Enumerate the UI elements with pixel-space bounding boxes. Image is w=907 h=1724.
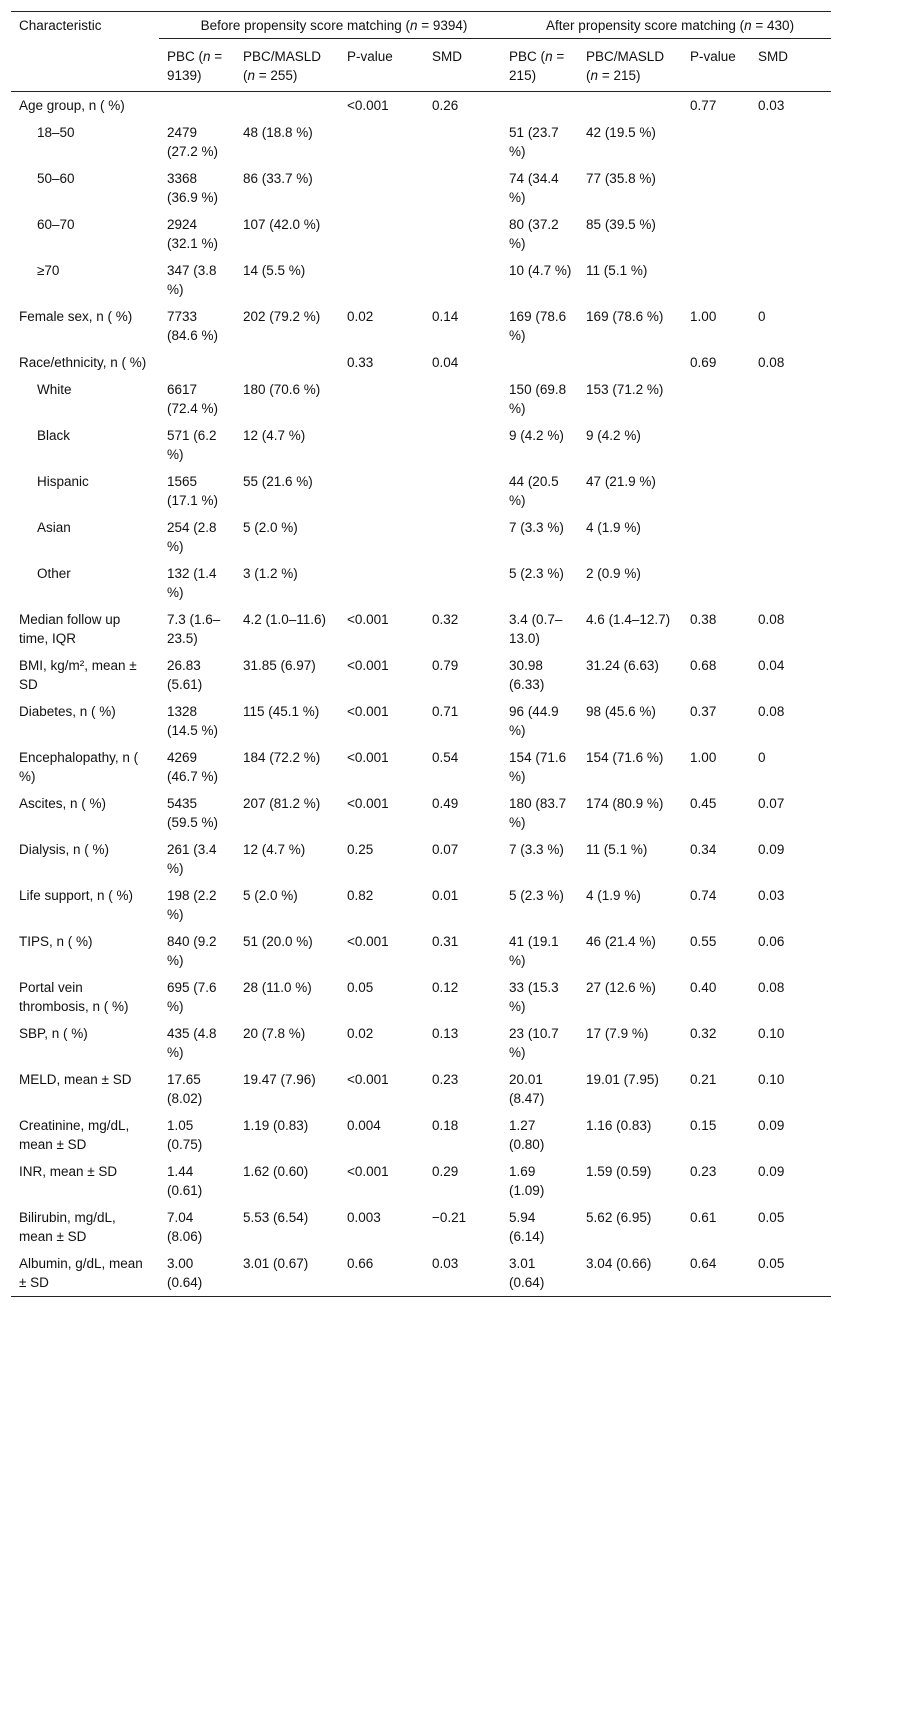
- cell-b-masld: 180 (70.6 %): [243, 382, 321, 397]
- cell-a-pbc: 74 (34.4 %): [509, 171, 559, 205]
- cell-b-smd: 0.07: [432, 842, 459, 857]
- cell-a-pbc: 9 (4.2 %): [509, 428, 564, 443]
- table-row: [11, 92, 831, 120]
- cell-b-pbc: [159, 92, 235, 120]
- cell-a-smd: 0.10: [758, 1026, 785, 1041]
- cell-a-pbc: 5 (2.3 %): [509, 888, 564, 903]
- row-label: ≥70: [37, 263, 60, 278]
- row-label: White: [37, 382, 72, 397]
- table-body: [11, 92, 831, 1297]
- cell-b-smd: 0.01: [432, 888, 459, 903]
- cell-b-masld: 1.62 (0.60): [243, 1164, 309, 1179]
- cell-a-p: 0.40: [690, 980, 717, 995]
- cell-a-masld: 9 (4.2 %): [586, 428, 641, 443]
- cell-b-pbc: 4269 (46.7 %): [167, 750, 219, 784]
- cell-b-masld: 14 (5.5 %): [243, 263, 306, 278]
- cell-a-masld: [578, 349, 682, 376]
- cell-a-pbc: 3.4 (0.7–13.0): [509, 612, 563, 646]
- cell-b-smd: [424, 211, 501, 257]
- cell-b-p: <0.001: [347, 1072, 389, 1087]
- cell-a-p: 0.34: [690, 842, 717, 857]
- cell-b-pbc: 7733 (84.6 %): [167, 309, 219, 343]
- cell-a-smd: 0.04: [758, 658, 785, 673]
- cell-b-pbc: 840 (9.2 %): [167, 934, 217, 968]
- cell-b-pbc: 1.05 (0.75): [167, 1118, 203, 1152]
- cell-a-smd: [750, 560, 831, 606]
- cell-a-p: [682, 211, 750, 257]
- cell-a-masld: 4 (1.9 %): [586, 520, 641, 535]
- row-label: Black: [37, 428, 71, 443]
- cell-a-p: 0.21: [690, 1072, 717, 1087]
- cell-b-masld: 1.19 (0.83): [243, 1118, 309, 1133]
- row-label: INR, mean ± SD: [19, 1164, 118, 1179]
- table-row: [11, 422, 831, 468]
- characteristics-table: [11, 11, 831, 1297]
- cell-a-p: [682, 376, 750, 422]
- cell-b-smd: 0.18: [432, 1118, 459, 1133]
- header-after-col-2: P-value: [682, 43, 750, 92]
- cell-a-smd: 0.03: [758, 98, 785, 113]
- cell-a-pbc: 180 (83.7 %): [509, 796, 567, 830]
- cell-b-masld: 31.85 (6.97): [243, 658, 316, 673]
- cell-b-smd: [424, 376, 501, 422]
- cell-b-masld: 19.47 (7.96): [243, 1072, 316, 1087]
- cell-b-p: [339, 468, 424, 514]
- row-label: Ascites, n ( %): [19, 796, 107, 811]
- table-row: [11, 1158, 831, 1204]
- cell-a-pbc: 3.01 (0.64): [501, 1250, 578, 1297]
- table-row: [11, 514, 831, 560]
- table-row: [11, 1066, 831, 1112]
- row-label: Albumin, g/dL, mean ± SD: [11, 1250, 159, 1297]
- cell-a-smd: 0: [758, 309, 766, 324]
- cell-b-pbc: 26.83 (5.61): [167, 658, 203, 692]
- cell-b-smd: [424, 514, 501, 560]
- header-before-col-0: PBC (n = 9139): [159, 43, 235, 92]
- table-row: [11, 119, 831, 165]
- table-row: [11, 257, 831, 303]
- table-row: [11, 790, 831, 836]
- cell-a-p: 0.45: [690, 796, 717, 811]
- cell-b-p: [339, 211, 424, 257]
- cell-b-masld: 51 (20.0 %): [243, 934, 313, 949]
- cell-a-smd: 0.09: [758, 1118, 785, 1133]
- cell-b-smd: −0.21: [432, 1210, 467, 1225]
- cell-b-masld: 184 (72.2 %): [243, 750, 321, 765]
- table-row: [11, 882, 831, 928]
- table-row: [11, 652, 831, 698]
- cell-a-masld: 11 (5.1 %): [586, 263, 648, 278]
- cell-a-masld: 4 (1.9 %): [586, 888, 641, 903]
- cell-a-masld: 2 (0.9 %): [586, 566, 641, 581]
- table-row: [11, 836, 831, 882]
- cell-a-smd: [750, 119, 831, 165]
- cell-b-masld: 55 (21.6 %): [243, 474, 313, 489]
- cell-b-masld: 28 (11.0 %): [243, 980, 312, 995]
- cell-b-pbc: 347 (3.8 %): [167, 263, 217, 297]
- cell-b-pbc: 261 (3.4 %): [167, 842, 217, 876]
- cell-a-pbc: 1.69 (1.09): [509, 1164, 545, 1198]
- cell-a-pbc: 10 (4.7 %): [509, 263, 572, 278]
- cell-a-pbc: 30.98 (6.33): [509, 658, 545, 692]
- cell-a-p: 0.38: [690, 612, 717, 627]
- cell-a-masld: 5.62 (6.95): [586, 1210, 652, 1225]
- cell-a-masld: 154 (71.6 %): [586, 750, 664, 765]
- cell-a-smd: 0: [758, 750, 766, 765]
- cell-b-masld: 5.53 (6.54): [243, 1210, 309, 1225]
- cell-a-masld: 42 (19.5 %): [586, 125, 656, 140]
- cell-a-p: [682, 514, 750, 560]
- table-row: [11, 606, 831, 652]
- row-label: TIPS, n ( %): [19, 934, 93, 949]
- cell-b-smd: 0.14: [432, 309, 459, 324]
- cell-a-masld: 17 (7.9 %): [586, 1026, 649, 1041]
- cell-b-p: <0.001: [347, 658, 389, 673]
- row-label: Median follow up time, IQR: [19, 612, 121, 646]
- cell-a-p: [682, 468, 750, 514]
- cell-a-pbc: 33 (15.3 %): [509, 980, 559, 1014]
- cell-b-masld: 207 (81.2 %): [243, 796, 321, 811]
- row-label: Life support, n ( %): [19, 888, 134, 903]
- cell-b-p: [339, 514, 424, 560]
- cell-a-pbc: 7 (3.3 %): [509, 520, 564, 535]
- cell-b-p: 0.02: [347, 1026, 374, 1041]
- cell-a-pbc: 51 (23.7 %): [509, 125, 559, 159]
- table-row: [11, 974, 831, 1020]
- cell-b-smd: [424, 119, 501, 165]
- table-row: [11, 698, 831, 744]
- cell-a-p: 0.69: [690, 355, 717, 370]
- cell-a-smd: 0.09: [758, 1164, 785, 1179]
- row-label: 18–50: [37, 125, 75, 140]
- row-label: Creatinine, mg/dL, mean ± SD: [19, 1118, 130, 1152]
- cell-b-p: 0.82: [347, 888, 374, 903]
- cell-b-pbc: 695 (7.6 %): [167, 980, 217, 1014]
- row-label: Asian: [37, 520, 71, 535]
- cell-b-p: [339, 257, 424, 303]
- cell-b-pbc: 7.04 (8.06): [167, 1210, 203, 1244]
- table-row: [11, 349, 831, 376]
- cell-a-masld: 11 (5.1 %): [586, 842, 648, 857]
- cell-a-pbc: 7 (3.3 %): [509, 842, 564, 857]
- cell-a-masld: 98 (45.6 %): [586, 704, 656, 719]
- cell-a-smd: [750, 468, 831, 514]
- cell-b-p: 0.33: [347, 355, 374, 370]
- cell-b-smd: 0.32: [432, 612, 459, 627]
- cell-a-pbc: 5.94 (6.14): [509, 1210, 545, 1244]
- cell-a-p: 0.77: [690, 98, 717, 113]
- cell-b-p: <0.001: [347, 796, 389, 811]
- cell-b-smd: 0.04: [432, 355, 459, 370]
- cell-a-smd: 0.07: [758, 796, 785, 811]
- table-row: [11, 303, 831, 349]
- cell-b-masld: 86 (33.7 %): [243, 171, 313, 186]
- cell-a-masld: 169 (78.6 %): [586, 309, 664, 324]
- cell-a-p: 0.74: [690, 888, 717, 903]
- cell-a-smd: [750, 376, 831, 422]
- cell-b-smd: 0.79: [432, 658, 459, 673]
- cell-a-smd: 0.08: [758, 980, 785, 995]
- header-characteristic: Characteristic: [11, 12, 159, 92]
- cell-b-p: <0.001: [347, 750, 389, 765]
- cell-b-pbc: 3368 (36.9 %): [167, 171, 219, 205]
- table-row: [11, 1020, 831, 1066]
- cell-b-smd: [424, 422, 501, 468]
- cell-b-masld: 4.2 (1.0–11.6): [243, 612, 327, 627]
- cell-b-smd: [424, 560, 501, 606]
- cell-a-pbc: 96 (44.9 %): [509, 704, 559, 738]
- header-after-matching: After propensity score matching (n = 430): [501, 12, 831, 44]
- cell-a-pbc: [501, 92, 578, 120]
- cell-a-p: [682, 422, 750, 468]
- cell-a-pbc: 1.27 (0.80): [509, 1118, 545, 1152]
- cell-a-p: 1.00: [690, 309, 717, 324]
- row-label: Age group, n ( %): [19, 98, 125, 113]
- table-row: [11, 1112, 831, 1158]
- cell-b-masld: [235, 349, 339, 376]
- cell-b-masld: 107 (42.0 %): [243, 217, 321, 232]
- cell-a-masld: 174 (80.9 %): [586, 796, 664, 811]
- cell-b-smd: 0.12: [432, 980, 459, 995]
- cell-a-p: 0.68: [690, 658, 717, 673]
- cell-b-p: <0.001: [347, 704, 389, 719]
- cell-b-pbc: 571 (6.2 %): [167, 428, 217, 462]
- cell-b-masld: 5 (2.0 %): [243, 520, 298, 535]
- cell-a-p: [682, 119, 750, 165]
- cell-b-smd: 0.71: [432, 704, 459, 719]
- table-container: [11, 11, 831, 1297]
- cell-b-p: [339, 560, 424, 606]
- cell-a-p: [682, 257, 750, 303]
- cell-a-smd: 0.09: [758, 842, 785, 857]
- cell-b-pbc: 17.65 (8.02): [167, 1072, 203, 1106]
- row-label: MELD, mean ± SD: [19, 1072, 132, 1087]
- cell-b-smd: [424, 468, 501, 514]
- cell-b-p: <0.001: [347, 934, 389, 949]
- cell-a-masld: [578, 92, 682, 120]
- cell-a-pbc: 41 (19.1 %): [509, 934, 559, 968]
- cell-a-p: 0.23: [690, 1164, 717, 1179]
- cell-b-smd: 0.49: [432, 796, 459, 811]
- cell-a-pbc: 23 (10.7 %): [509, 1026, 559, 1060]
- cell-a-pbc: 150 (69.8 %): [509, 382, 567, 416]
- cell-b-p: 0.66: [339, 1250, 424, 1297]
- cell-b-masld: 20 (7.8 %): [243, 1026, 306, 1041]
- cell-b-pbc: 1328 (14.5 %): [167, 704, 219, 738]
- cell-a-pbc: 169 (78.6 %): [509, 309, 567, 343]
- cell-b-pbc: 435 (4.8 %): [167, 1026, 217, 1060]
- table-row: [11, 1250, 831, 1297]
- row-label: Bilirubin, mg/dL, mean ± SD: [19, 1210, 116, 1244]
- header-before-col-1: PBC/MASLD (n = 255): [235, 43, 339, 92]
- cell-b-pbc: 2924 (32.1 %): [167, 217, 219, 251]
- row-label: BMI, kg/m², mean ± SD: [19, 658, 137, 692]
- header-after-col-3: SMD: [750, 43, 831, 92]
- cell-b-smd: 0.54: [432, 750, 459, 765]
- cell-a-smd: 0.08: [758, 612, 785, 627]
- cell-b-smd: 0.03: [424, 1250, 501, 1297]
- cell-b-masld: 3 (1.2 %): [243, 566, 298, 581]
- table-row: [11, 468, 831, 514]
- cell-a-masld: 4.6 (1.4–12.7): [586, 612, 671, 627]
- cell-b-smd: 0.29: [432, 1164, 459, 1179]
- cell-b-pbc: 7.3 (1.6–23.5): [167, 612, 221, 646]
- cell-b-smd: 0.31: [432, 934, 459, 949]
- header-after-col-0: PBC (n = 215): [501, 43, 578, 92]
- cell-a-smd: [750, 165, 831, 211]
- row-label: Encephalopathy, n ( %): [19, 750, 139, 784]
- header-before-col-3: SMD: [424, 43, 501, 92]
- cell-a-p: [682, 560, 750, 606]
- cell-b-p: [339, 376, 424, 422]
- cell-a-masld: 31.24 (6.63): [586, 658, 659, 673]
- table-row: [11, 1204, 831, 1250]
- cell-b-pbc: 2479 (27.2 %): [167, 125, 219, 159]
- cell-b-pbc: 198 (2.2 %): [167, 888, 217, 922]
- cell-a-pbc: 154 (71.6 %): [509, 750, 567, 784]
- table-row: [11, 211, 831, 257]
- cell-a-smd: 0.10: [758, 1072, 785, 1087]
- header-before-col-2: P-value: [339, 43, 424, 92]
- row-label: Other: [37, 566, 71, 581]
- cell-a-smd: 0.08: [758, 355, 785, 370]
- header-after-col-1: PBC/MASLD (n = 215): [578, 43, 682, 92]
- cell-b-pbc: 6617 (72.4 %): [167, 382, 219, 416]
- row-label: Portal vein thrombosis, n ( %): [19, 980, 129, 1014]
- cell-a-smd: 0.05: [750, 1250, 831, 1297]
- cell-b-p: [339, 165, 424, 211]
- cell-b-smd: 0.13: [432, 1026, 459, 1041]
- cell-b-masld: [235, 92, 339, 120]
- cell-b-smd: 0.26: [432, 98, 459, 113]
- cell-b-p: 0.05: [347, 980, 374, 995]
- cell-b-p: 0.003: [347, 1210, 381, 1225]
- cell-a-pbc: 44 (20.5 %): [509, 474, 559, 508]
- cell-a-masld: 19.01 (7.95): [586, 1072, 659, 1087]
- cell-a-pbc: 20.01 (8.47): [509, 1072, 545, 1106]
- cell-a-smd: 0.03: [758, 888, 785, 903]
- cell-b-masld: 202 (79.2 %): [243, 309, 321, 324]
- cell-b-pbc: [159, 349, 235, 376]
- cell-a-smd: [750, 514, 831, 560]
- cell-b-masld: 12 (4.7 %): [243, 428, 306, 443]
- table-row: [11, 928, 831, 974]
- cell-a-p: 0.32: [690, 1026, 717, 1041]
- cell-a-masld: 1.16 (0.83): [586, 1118, 652, 1133]
- row-label: SBP, n ( %): [19, 1026, 88, 1041]
- cell-a-p: 0.64: [682, 1250, 750, 1297]
- cell-b-p: [339, 422, 424, 468]
- cell-a-p: 0.37: [690, 704, 717, 719]
- table-header: [11, 12, 831, 92]
- cell-b-pbc: 1565 (17.1 %): [167, 474, 219, 508]
- cell-a-smd: 0.05: [758, 1210, 785, 1225]
- table-row: [11, 560, 831, 606]
- cell-a-p: [682, 165, 750, 211]
- cell-b-masld: 5 (2.0 %): [243, 888, 298, 903]
- cell-a-smd: [750, 257, 831, 303]
- row-label: Diabetes, n ( %): [19, 704, 116, 719]
- row-label: 50–60: [37, 171, 75, 186]
- table-row: [11, 165, 831, 211]
- row-label: Hispanic: [37, 474, 89, 489]
- cell-b-p: 0.25: [347, 842, 374, 857]
- header-before-matching: Before propensity score matching (n = 9394): [159, 12, 501, 44]
- cell-b-p: 0.004: [347, 1118, 381, 1133]
- cell-a-masld: 3.04 (0.66): [578, 1250, 682, 1297]
- cell-a-pbc: [501, 349, 578, 376]
- cell-a-masld: 85 (39.5 %): [586, 217, 656, 232]
- cell-a-pbc: 80 (37.2 %): [509, 217, 559, 251]
- cell-b-smd: 0.23: [432, 1072, 459, 1087]
- cell-b-pbc: 254 (2.8 %): [167, 520, 217, 554]
- cell-a-smd: [750, 211, 831, 257]
- cell-a-p: 0.55: [690, 934, 717, 949]
- cell-b-masld: 12 (4.7 %): [243, 842, 306, 857]
- cell-b-pbc: 132 (1.4 %): [167, 566, 217, 600]
- cell-b-masld: 3.01 (0.67): [235, 1250, 339, 1297]
- cell-b-smd: [424, 257, 501, 303]
- cell-b-pbc: 3.00 (0.64): [159, 1250, 235, 1297]
- cell-a-masld: 77 (35.8 %): [586, 171, 656, 186]
- cell-a-masld: 153 (71.2 %): [586, 382, 664, 397]
- cell-a-masld: 27 (12.6 %): [586, 980, 656, 995]
- cell-a-masld: 47 (21.9 %): [586, 474, 656, 489]
- row-label: Female sex, n ( %): [19, 309, 133, 324]
- cell-a-smd: 0.06: [758, 934, 785, 949]
- cell-a-p: 0.61: [690, 1210, 717, 1225]
- cell-b-p: 0.02: [347, 309, 374, 324]
- row-label: Dialysis, n ( %): [19, 842, 110, 857]
- cell-b-p: <0.001: [347, 98, 389, 113]
- row-label: 60–70: [37, 217, 75, 232]
- cell-b-p: <0.001: [347, 612, 389, 627]
- cell-a-p: 0.15: [690, 1118, 717, 1133]
- cell-a-pbc: 5 (2.3 %): [509, 566, 564, 581]
- cell-b-p: [339, 119, 424, 165]
- cell-b-pbc: 1.44 (0.61): [167, 1164, 203, 1198]
- cell-a-masld: 46 (21.4 %): [586, 934, 656, 949]
- cell-b-masld: 48 (18.8 %): [243, 125, 313, 140]
- cell-b-masld: 115 (45.1 %): [243, 704, 320, 719]
- cell-a-p: 1.00: [690, 750, 717, 765]
- cell-b-smd: [424, 165, 501, 211]
- cell-a-smd: 0.08: [758, 704, 785, 719]
- table-row: [11, 376, 831, 422]
- row-label: Race/ethnicity, n ( %): [19, 355, 147, 370]
- cell-a-smd: [750, 422, 831, 468]
- table-row: [11, 744, 831, 790]
- cell-b-pbc: 5435 (59.5 %): [167, 796, 219, 830]
- cell-b-p: <0.001: [347, 1164, 389, 1179]
- cell-a-masld: 1.59 (0.59): [586, 1164, 652, 1179]
